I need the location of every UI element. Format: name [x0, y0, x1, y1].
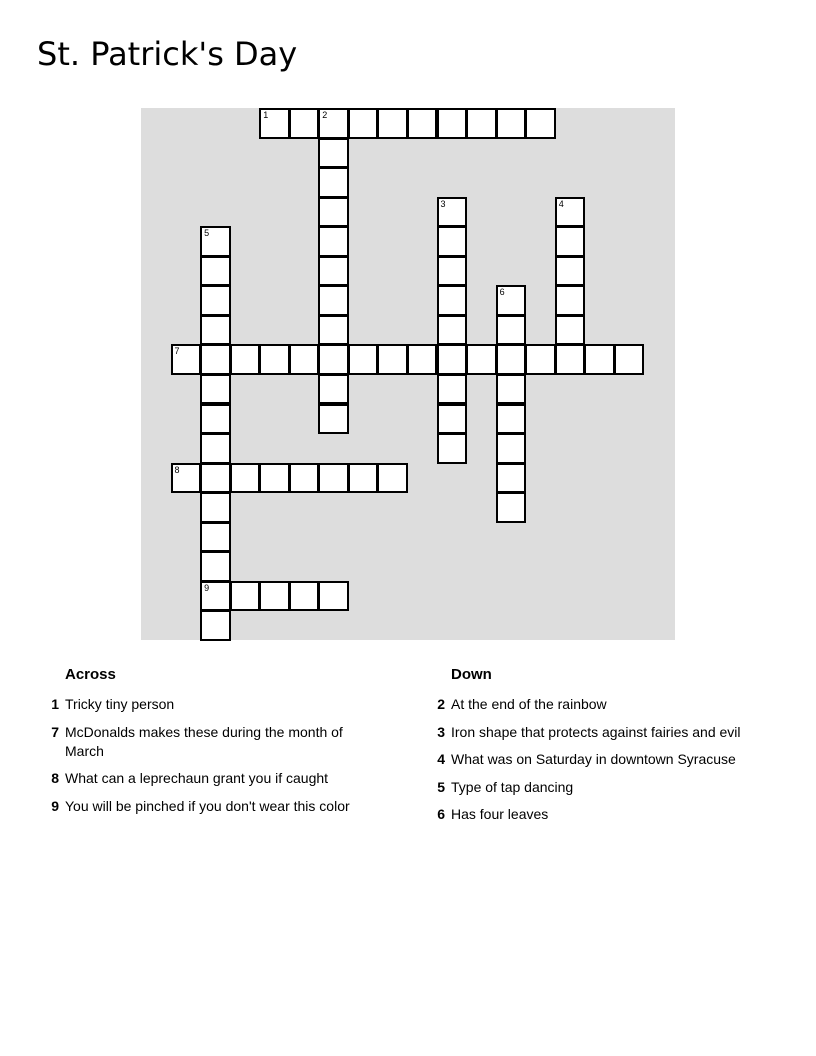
clue-text: What was on Saturday in downtown Syracuse: [451, 751, 736, 767]
grid-cell[interactable]: [259, 108, 290, 139]
clue-number: 6: [437, 806, 445, 822]
grid-cell[interactable]: [437, 108, 468, 139]
grid-cell[interactable]: [200, 522, 231, 553]
grid-cell[interactable]: [555, 197, 586, 228]
grid-cell[interactable]: [318, 167, 349, 198]
clue-number: 7: [51, 723, 59, 740]
down-clues: [429, 664, 769, 833]
clue-text: Tricky tiny person: [65, 696, 175, 712]
crossword-grid: [141, 108, 675, 640]
grid-cell[interactable]: [318, 463, 349, 494]
grid-cell[interactable]: [466, 108, 497, 139]
grid-cell[interactable]: [525, 108, 556, 139]
grid-cell[interactable]: [289, 581, 320, 612]
grid-cell[interactable]: [377, 463, 408, 494]
grid-cell[interactable]: [437, 433, 468, 464]
grid-cell[interactable]: [525, 344, 556, 375]
grid-cell[interactable]: [437, 285, 468, 316]
grid-cell[interactable]: [348, 463, 379, 494]
grid-cell[interactable]: [437, 197, 468, 228]
grid-cell[interactable]: [437, 256, 468, 287]
grid-cell[interactable]: [259, 463, 290, 494]
grid-cell[interactable]: [437, 344, 468, 375]
grid-cell[interactable]: [496, 315, 527, 346]
grid-cell[interactable]: [555, 315, 586, 346]
grid-cell[interactable]: [614, 344, 645, 375]
clue-text: At the end of the rainbow: [451, 696, 607, 712]
grid-cell[interactable]: [496, 433, 527, 464]
grid-cell[interactable]: [230, 463, 261, 494]
grid-cell[interactable]: [318, 197, 349, 228]
grid-cell[interactable]: [496, 108, 527, 139]
grid-cell[interactable]: [348, 108, 379, 139]
grid-cell[interactable]: [200, 463, 231, 494]
grid-cell[interactable]: [407, 344, 438, 375]
grid-cell[interactable]: [496, 463, 527, 494]
clue-number: 3: [437, 723, 445, 740]
grid-cell[interactable]: [318, 138, 349, 169]
grid-cell[interactable]: [200, 256, 231, 287]
grid-cell[interactable]: [230, 581, 261, 612]
grid-cell[interactable]: [407, 108, 438, 139]
across-clue: [43, 769, 373, 788]
grid-cell[interactable]: [200, 315, 231, 346]
across-clue: [43, 797, 373, 816]
grid-cell[interactable]: [318, 226, 349, 257]
grid-cell[interactable]: [200, 226, 231, 257]
across-heading: Across: [65, 666, 116, 683]
grid-cell[interactable]: [555, 285, 586, 316]
grid-cell[interactable]: [318, 374, 349, 405]
grid-cell[interactable]: [555, 344, 586, 375]
clue-number: 5: [437, 778, 445, 795]
clue-number: 4: [437, 751, 445, 767]
cell-number: 2: [322, 110, 328, 120]
cell-number: 5: [204, 228, 210, 239]
grid-cell[interactable]: [318, 285, 349, 316]
clue-number: 9: [51, 797, 59, 814]
grid-cell[interactable]: [555, 256, 586, 287]
cell-number: 6: [499, 287, 505, 298]
down-clue: [429, 695, 769, 714]
across-clues: [43, 664, 373, 824]
clue-text: Type of tap dancing: [451, 778, 574, 795]
clue-number: 2: [437, 696, 445, 712]
cell-number: 7: [174, 346, 180, 357]
grid-cell[interactable]: [200, 344, 231, 375]
grid-cell[interactable]: [318, 315, 349, 346]
across-clue: [43, 695, 373, 714]
grid-cell[interactable]: [466, 344, 497, 375]
grid-cell[interactable]: [437, 404, 468, 435]
clue-text: Has four leaves: [451, 806, 549, 822]
grid-cell[interactable]: [171, 463, 202, 494]
cell-number: 8: [174, 464, 180, 475]
grid-cell[interactable]: [318, 344, 349, 375]
grid-cell[interactable]: [259, 344, 290, 375]
grid-cell[interactable]: [200, 374, 231, 405]
grid-cell[interactable]: [496, 285, 527, 316]
grid-cell[interactable]: [496, 404, 527, 435]
grid-cell[interactable]: [200, 551, 231, 582]
grid-cell[interactable]: [348, 344, 379, 375]
grid-cell[interactable]: [496, 344, 527, 375]
cell-number: 9: [204, 582, 210, 593]
grid-cell[interactable]: [318, 581, 349, 612]
grid-cell[interactable]: [584, 344, 615, 375]
grid-cell[interactable]: [377, 108, 408, 139]
grid-cell[interactable]: [318, 404, 349, 435]
grid-cell[interactable]: [555, 226, 586, 257]
grid-cell[interactable]: [200, 404, 231, 435]
grid-cell[interactable]: [496, 374, 527, 405]
grid-cell[interactable]: [437, 315, 468, 346]
across-clue: [43, 723, 373, 761]
grid-cell[interactable]: [289, 108, 320, 139]
down-clue: [429, 723, 769, 742]
grid-cell[interactable]: [318, 108, 349, 139]
clue-text: Iron shape that protects against fairies and evil: [451, 723, 741, 740]
grid-cell[interactable]: [289, 463, 320, 494]
clue-number: 8: [51, 770, 59, 786]
grid-cell[interactable]: [496, 492, 527, 523]
cell-number: 3: [440, 198, 446, 209]
grid-cell[interactable]: [230, 344, 261, 375]
grid-cell[interactable]: [318, 256, 349, 287]
page-title: St. Patrick's Day: [37, 35, 298, 73]
down-heading: Down: [451, 666, 492, 683]
grid-cell[interactable]: [200, 610, 231, 641]
grid-cell[interactable]: [200, 285, 231, 316]
down-clue: [429, 778, 769, 797]
grid-cell[interactable]: [200, 581, 231, 612]
grid-cell[interactable]: [200, 433, 231, 464]
grid-cell[interactable]: [259, 581, 290, 612]
down-clue: [429, 750, 769, 769]
cell-number: 4: [558, 198, 564, 209]
clue-text: McDonalds makes these during the month of March: [65, 723, 343, 759]
cell-number: 1: [263, 110, 269, 120]
grid-cell[interactable]: [437, 374, 468, 405]
grid-cell[interactable]: [377, 344, 408, 375]
down-clue: [429, 805, 769, 824]
grid-cell[interactable]: [437, 226, 468, 257]
clue-number: 1: [51, 696, 59, 712]
grid-cell[interactable]: [171, 344, 202, 375]
clue-text: You will be pinched if you don't wear this color: [65, 797, 350, 814]
grid-cell[interactable]: [200, 492, 231, 523]
grid-cell[interactable]: [289, 344, 320, 375]
clue-text: What can a leprechaun grant you if caught: [65, 770, 329, 786]
